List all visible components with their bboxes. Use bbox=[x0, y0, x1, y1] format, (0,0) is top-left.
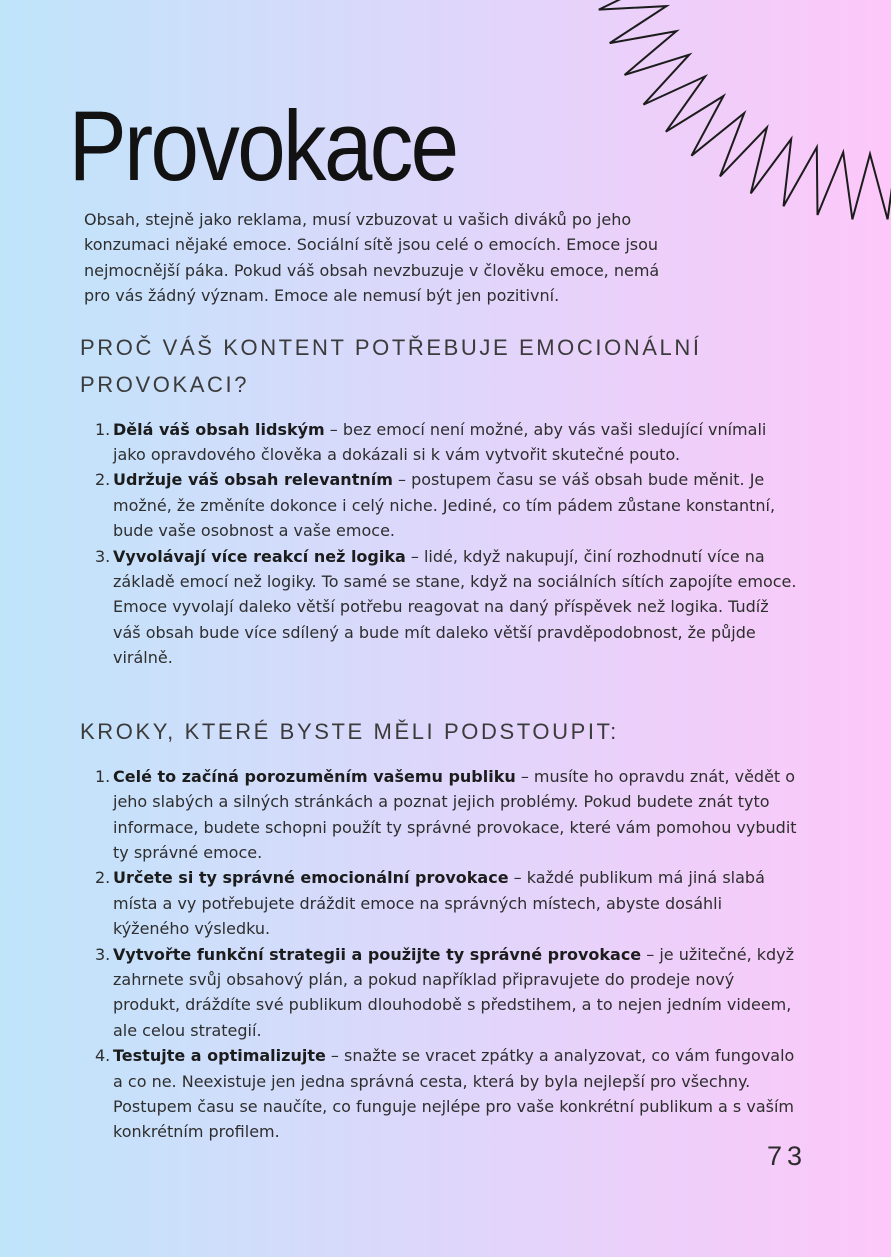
list-item-number: 2. bbox=[95, 868, 111, 888]
intro-paragraph: Obsah, stejně jako reklama, musí vzbuzovat u vašich diváků po jeho konzumaci nějaké emoce. Sociální sítě jsou celé o emocích. Emoce jsou nejmocnější páka. Pokud váš obsah nevzbuzuje v člověku emoce, nemá pro vás žádný význam. Emoce ale nemusí být jen pozitivní. bbox=[84, 210, 660, 306]
list-item bbox=[95, 467, 798, 543]
list-item-number: 4. bbox=[95, 1046, 111, 1066]
list-item-text: Udržuje váš obsah relevantním – postupem času se váš obsah bude měnit. Je možné, že změníte dokonce i celý niche. Jediné, co tím pádem zůstane konstantní, bude vaše osobnost a vaše emoce. bbox=[113, 470, 776, 541]
list-item-text: Testujte a optimalizujte – snažte se vracet zpátky a analyzovat, co vám fungovalo a co ne. Neexistuje jen jedna správná cesta, která by byla nejlepší pro všechny. Postupem času se naučíte, co funguje nejlépe pro vaše konkrétní publikum a s vaším konkrétním profilem. bbox=[113, 1046, 795, 1142]
list-item bbox=[95, 544, 798, 671]
list-item-number: 3. bbox=[95, 944, 111, 964]
list-item-text: Vytvořte funkční strategii a použijte ty správné provokace – je užitečné, když zahrnete svůj obsahový plán, a pokud například připravujete do prodeje nový produkt, dráždíte své publikum dlouhodobě s předstihem, a to nejen jedním videem, ale celou strategií. bbox=[113, 944, 795, 1040]
list-item-number: 3. bbox=[95, 546, 111, 566]
list-item bbox=[95, 1043, 798, 1145]
list-item-number: 1. bbox=[95, 766, 111, 786]
section-heading-why: PROČ VÁŠ KONTENT POTŘEBUJE EMOCIONÁLNÍ PROVOKACI? bbox=[80, 334, 702, 397]
why-list bbox=[95, 417, 798, 671]
list-item-text: Určete si ty správné emocionální provokace – každé publikum má jiná slabá místa a vy potřebujete dráždit emoce na správných místech, abyste dosáhli kýženého výsledku. bbox=[113, 868, 765, 939]
section-heading-steps: KROKY, KTERÉ BYSTE MĚLI PODSTOUPIT: bbox=[80, 718, 619, 744]
page-number: 73 bbox=[766, 1141, 807, 1171]
page-title: Provokace bbox=[68, 90, 457, 201]
steps-list bbox=[95, 764, 798, 1145]
list-item bbox=[95, 764, 798, 866]
list-item-text: Dělá váš obsah lidským – bez emocí není možné, aby vás vaši sledující vnímali jako opravdového člověka a dokázali si k vám vytvořit skutečné pouto. bbox=[113, 419, 767, 465]
list-item-text: Vyvolávají více reakcí než logika – lidé, když nakupují, činí rozhodnutí více na základě emocí než logiky. To samé se stane, když na sociálních sítích zapojíte emoce. Emoce vyvolají daleko větší potřebu reagovat na daný příspěvek než logika. Tudíž váš obsah bude více sdílený a bude mít daleko větší pravděpodobnost, že půjde virálně. bbox=[113, 546, 797, 668]
list-item-number: 1. bbox=[95, 419, 111, 439]
list-item bbox=[95, 865, 798, 941]
list-item-text: Celé to začíná porozuměním vašemu publiku – musíte ho opravdu znát, vědět o jeho slabých a silných stránkách a poznat jejich problémy. Pokud budete znát tyto informace, budete schopni použít ty správné provokace, které vám pomohou vybudit ty správné emoce. bbox=[113, 766, 797, 862]
list-item bbox=[95, 942, 798, 1044]
list-item-number: 2. bbox=[95, 470, 111, 490]
list-item bbox=[95, 417, 798, 468]
